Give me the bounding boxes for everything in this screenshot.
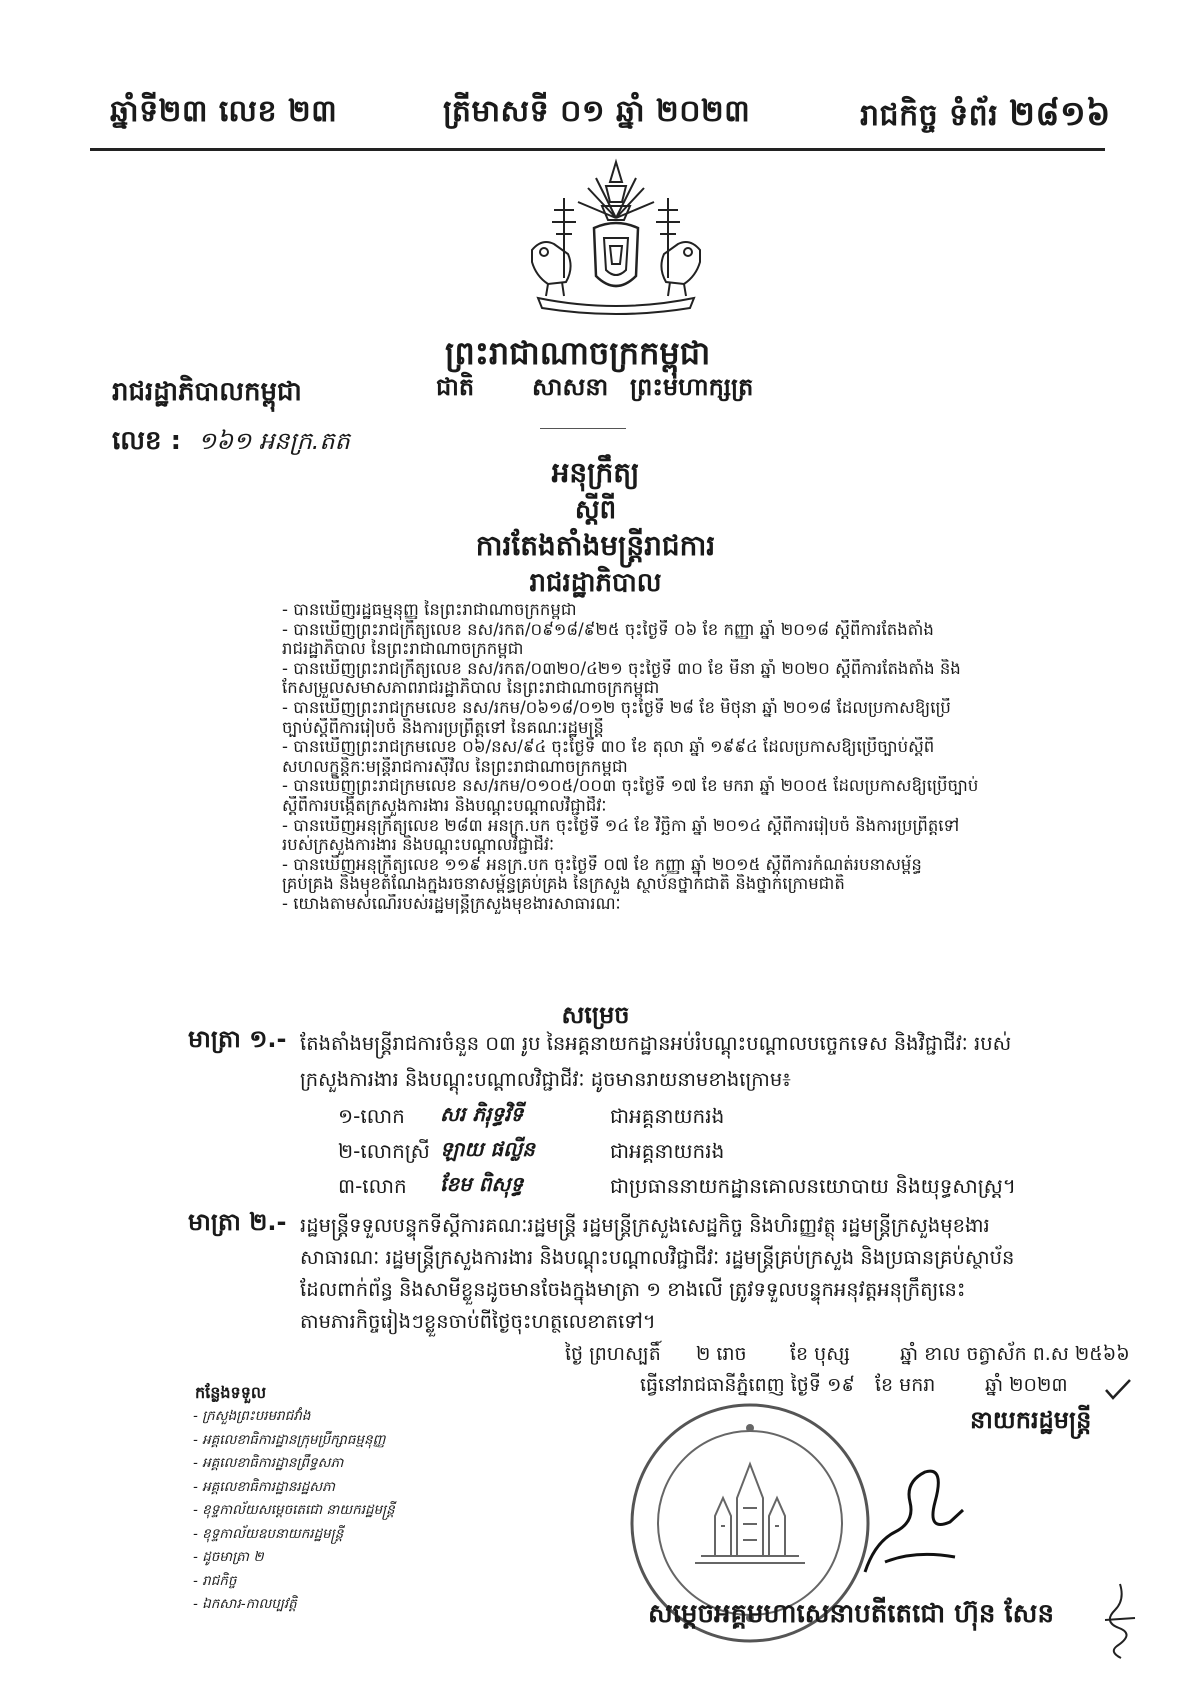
recital-line: - បានឃើញព្រះរាជក្រមលេខ នស/រកម/០៦១៨/០១២ ចុះថ្ងៃទី ២៨ ខែ មិថុនា ឆ្នាំ ២០១៨ ដែលប្រកាសឱ្យប្រើ — [282, 697, 951, 717]
appointee-1-position: ជាអគ្គនាយករង — [610, 1104, 725, 1128]
recital-line: កែសម្រួលសមាសភាពរាជរដ្ឋាភិបាល នៃព្រះរាជាណាចក្រកម្ពុជា — [282, 678, 660, 698]
recital-line: របស់ក្រសួងការងារ និងបណ្តុះបណ្តាលវិជ្ជាជីវៈ — [282, 835, 555, 855]
gregorian-place-day: ធ្វើនៅរាជធានីភ្នំពេញ ថ្ងៃទី ១៩ — [640, 1374, 855, 1396]
appointee-2-prefix: ២-លោកស្រី — [338, 1139, 430, 1163]
signatory-name: សម្តេចអគ្គមហាសេនាបតីតេជោ ហ៊ុន សែន — [648, 1599, 1054, 1629]
recipient-item: - ខុទ្ទកាល័យឧបនាយករដ្ឋមន្ត្រី — [193, 1525, 344, 1542]
appointee-2-position: ជាអគ្គនាយករង — [610, 1139, 725, 1163]
royal-coat-of-arms-icon — [518, 158, 714, 318]
issuer-heading: រាជរដ្ឋាភិបាល — [529, 568, 662, 598]
recital-line: - យោងតាមសំណើរបស់រដ្ឋមន្ត្រីក្រសួងមុខងារសាធារណៈ — [282, 893, 621, 913]
recipient-item: - អគ្គលេខាធិការដ្ឋានរដ្ឋសភា — [193, 1478, 335, 1495]
kingdom-title: ព្រះរាជាណាចក្រកម្ពុជា — [445, 334, 711, 372]
motto-king: ព្រះមហាក្សត្រ — [630, 373, 754, 401]
appointee-3-name: ខែម ពិសុទ្ធ — [440, 1172, 524, 1196]
recipient-item: - ឯកសារ-កាលប្បវត្តិ — [193, 1596, 297, 1612]
signatory-title: នាយករដ្ឋមន្ត្រី — [970, 1406, 1092, 1434]
recital-line: គ្រប់គ្រង និងមុខតំណែងក្នុងរចនាសម្ព័ន្ធគ្រប់គ្រង នៃក្រសួង ស្ថាប័នថ្នាក់ជាតិ និងថ្នាក់ក្រោមជាតិ — [282, 874, 845, 894]
recital-line: - បានឃើញអនុក្រឹត្យលេខ ២៨៣ អនក្រ.បក ចុះថ្ងៃទី ១៤ ខែ វិច្ឆិកា ឆ្នាំ ២០១៤ ស្តីពីការរៀបចំ និងការប្រព្រឹត្តទៅ — [282, 815, 960, 835]
government-name: រាជរដ្ឋាភិបាលកម្ពុជា — [112, 377, 302, 407]
recipient-item: - ក្រសួងព្រះបរមរាជវាំង — [193, 1408, 311, 1424]
lunar-year: ឆ្នាំ ខាល ចត្វាស័ក ព.ស ២៥៦៦ — [900, 1343, 1130, 1365]
appointee-1-name: សរ ភិរុទ្ធវិទី — [440, 1102, 524, 1126]
recital-line: - បានឃើញព្រះរាជក្រមលេខ ០៦/នស/៩៤ ចុះថ្ងៃទី ៣០ ខែ តុលា ឆ្នាំ ១៩៩៤ ដែលប្រកាសឱ្យប្រើច្បាប់ស្តីពី — [282, 737, 935, 757]
article-2-text-line: តាមភារកិច្ចរៀងៗខ្លួនចាប់ពីថ្ងៃចុះហត្ថលេខាតទៅ។ — [300, 1310, 656, 1333]
decision-heading: សម្រេច — [561, 1001, 630, 1029]
header-page — [860, 92, 1111, 142]
article-1-text-line: តែងតាំងមន្ត្រីរាជការចំនួន ០៣ រូប នៃអគ្គនាយកដ្ឋានអប់រំបណ្តុះបណ្តាលបច្ចេកទេស និងវិជ្ជាជីវៈ របស់ — [300, 1032, 1012, 1055]
recital-line: - បានឃើញព្រះរាជក្រឹត្យលេខ នស/រកត/០៣២០/៤២១ ចុះថ្ងៃទី ៣០ ខែ មីនា ឆ្នាំ ២០២០ ស្តីពីការតែងតាំង និង — [282, 658, 961, 678]
lunar-day: ២ រោច — [696, 1343, 747, 1365]
recital-line: - បានឃើញអនុក្រឹត្យលេខ ១១៩ អនក្រ.បក ចុះថ្ងៃទី ០៧ ខែ កញ្ញា ឆ្នាំ ២០១៥ ស្តីពីការកំណត់របនាសម្ព័ន្ធ — [282, 854, 922, 874]
gregorian-year: ឆ្នាំ ២០២៣ — [985, 1374, 1068, 1396]
article-2-label: មាត្រា ២.- — [188, 1208, 287, 1236]
recipient-item: - ដូចមាត្រា ២ — [193, 1549, 264, 1565]
recipients-list — [193, 1405, 395, 1617]
recital-line: - បានឃើញព្រះរាជក្រឹត្យលេខ នស/រកត/០៩១៨/៩២៥ ចុះថ្ងៃទី ០៦ ខែ កញ្ញា ឆ្នាំ ២០១៨ ស្តីពីការតែងតាំង — [282, 619, 934, 639]
document-type: អនុក្រឹត្យ — [551, 456, 640, 489]
appointee-2-name: ឡាយ ផល្លីន — [440, 1137, 535, 1161]
article-1-label: មាត្រា ១.- — [188, 1025, 287, 1053]
recital-line: រាជរដ្ឋាភិបាល នៃព្រះរាជាណាចក្រកម្ពុជា — [282, 639, 524, 659]
lunar-month: ខែ បុស្ស — [790, 1343, 850, 1365]
recital-line: សហលក្ខន្តិកៈមន្ត្រីរាជការស៊ីវិល នៃព្រះរាជាណាចក្រកម្ពុជា — [282, 756, 628, 776]
recital-line: ស្តីពីការបង្កើតក្រសួងការងារ និងបណ្តុះបណ្តាលវិជ្ជាជីវៈ — [282, 795, 607, 815]
initials-signature-icon — [1095, 1580, 1145, 1660]
header-year-issue: ឆ្នាំទី២៣ លេខ ២៣ — [110, 94, 338, 129]
article-2-text-line: សាធារណៈ រដ្ឋមន្ត្រីក្រសួងការងារ និងបណ្តុះបណ្តាលវិជ្ជាជីវៈ រដ្ឋមន្ត្រីគ្រប់ក្រសួង និងប្រធានគ្រប់ស្ថាប័ន — [300, 1246, 1015, 1269]
recipient-item: - អគ្គលេខាធិការដ្ឋានព្រឹទ្ធសភា — [193, 1455, 344, 1471]
header-page-label: រាជកិច្ច ទំព័រ — [860, 98, 999, 133]
header-quarter: ត្រីមាសទី ០១ ឆ្នាំ ២០២៣ — [443, 94, 751, 129]
header-page-number: ២៨១៦ — [1009, 94, 1111, 134]
recitals-list — [282, 600, 1092, 914]
recital-line: ច្បាប់ស្តីពីការរៀបចំ និងការប្រព្រឹត្តទៅ នៃគណៈរដ្ឋមន្ត្រី — [282, 717, 604, 737]
gregorian-month: ខែ មករា — [875, 1374, 936, 1396]
recital-line: - បានឃើញរដ្ឋធម្មនុញ្ញ នៃព្រះរាជាណាចក្រកម្ពុជា — [282, 600, 577, 619]
recipient-item: - ខុទ្ទកាល័យសម្តេចតេជោ នាយករដ្ឋមន្ត្រី — [193, 1502, 395, 1518]
reference-label: លេខ : — [112, 426, 181, 456]
article-2-text-line: រដ្ឋមន្ត្រីទទួលបន្ទុកទីស្តីការគណៈរដ្ឋមន្ត្រី រដ្ឋមន្ត្រីក្រសួងសេដ្ឋកិច្ច និងហិរញ្ញវត្ថុ រដ្ឋមន្ត្រីក្រសួងមុខងារ — [300, 1214, 990, 1237]
motto-religion: សាសនា — [532, 373, 609, 401]
appointee-1-prefix: ១-លោក — [338, 1104, 405, 1128]
appointee-3-position: ជាប្រធាននាយកដ្ឋានគោលនយោបាយ និងយុទ្ធសាស្ត្រ។ — [610, 1174, 1016, 1198]
appointee-3-prefix: ៣-លោក — [338, 1174, 407, 1198]
document-about: ស្តីពី — [574, 495, 617, 525]
motto-rule — [540, 428, 626, 429]
recipient-item: - អគ្គលេខាធិការដ្ឋានក្រុមប្រឹក្សាធម្មនុញ្ញ — [193, 1431, 386, 1448]
lunar-weekday: ថ្ងៃ ព្រហស្បតិ៍ — [565, 1343, 661, 1365]
document-subject: ការតែងតាំងមន្ត្រីរាជការ — [475, 529, 716, 562]
recital-line: - បានឃើញព្រះរាជក្រមលេខ នស/រកម/០១០៥/០០៣ ចុះថ្ងៃទី ១៧ ខែ មករា ឆ្នាំ ២០០៥ ដែលប្រកាសឱ្យប្រើច្បាប់ — [282, 776, 979, 796]
motto-nation: ជាតិ — [436, 373, 475, 401]
header-rule — [90, 148, 1105, 151]
recipient-item: - រាជកិច្ច — [193, 1572, 237, 1589]
checkmark-icon — [1104, 1378, 1132, 1400]
reference-number: ១៦១ អនក្រ.តត — [198, 427, 350, 455]
prime-minister-signature-icon — [855, 1462, 970, 1582]
recipients-title: កន្លែងទទួល — [195, 1383, 267, 1402]
article-2-text-line: ដែលពាក់ព័ន្ធ និងសាមីខ្លួនដូចមានចែងក្នុងមាត្រា ១ ខាងលើ ត្រូវទទួលបន្ទុកអនុវត្តអនុក្រឹត្យនេះ — [300, 1278, 966, 1301]
article-1-text-line: ក្រសួងការងារ និងបណ្តុះបណ្តាលវិជ្ជាជីវៈ ដូចមានរាយនាមខាងក្រោម៖ — [300, 1068, 791, 1091]
